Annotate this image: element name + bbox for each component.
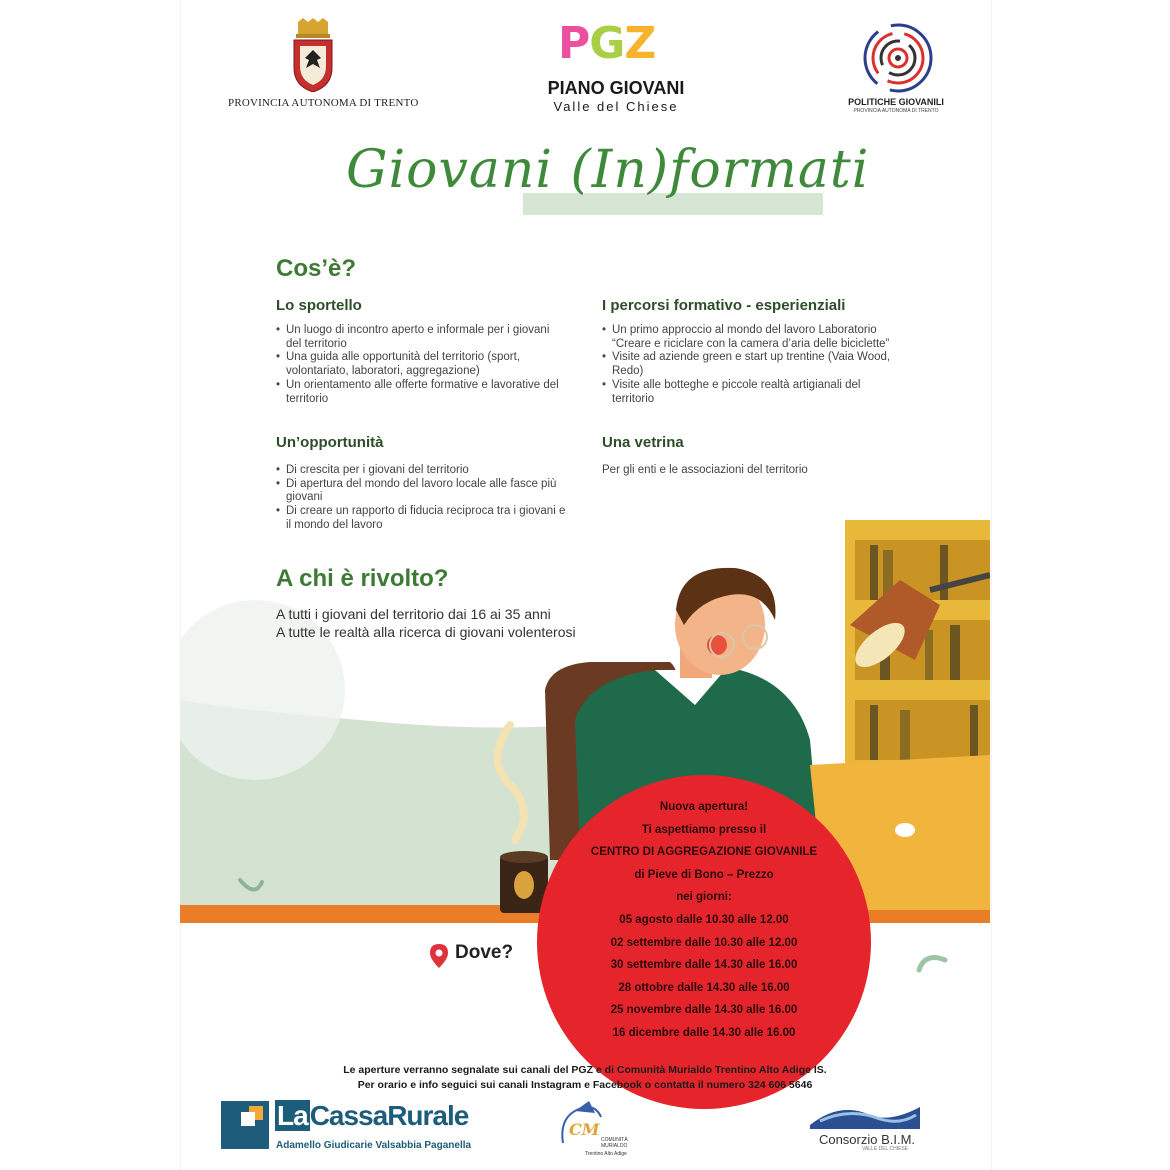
list-item: • Visite alle botteghe e piccole realtà artigianali del territorio <box>602 379 892 406</box>
politiche-title: POLITICHE GIOVANILI <box>848 97 944 107</box>
list-item: • Un orientamento alle offerte formative e lavorative del territorio <box>276 379 566 406</box>
pgz-subtitle: Valle del Chiese <box>553 99 679 114</box>
percorsi-list <box>602 324 892 406</box>
list-item: • Visite ad aziende green e start up trentine (Vaia Wood, Redo) <box>602 351 892 378</box>
announcement-line: Nuova apertura! <box>659 801 749 813</box>
announcement-line: 28 ottobre dalle 14.30 alle 16.00 <box>618 981 790 994</box>
provincia-label: PROVINCIA AUTONOMA DI TRENTO <box>228 97 419 109</box>
pgz-title: PIANO GIOVANI <box>547 78 685 98</box>
consorzio-bim-subtitle: VALLE DEL CHIESE <box>862 1146 909 1152</box>
svg-text:Trentino Alto Adige: Trentino Alto Adige <box>585 1151 627 1157</box>
announcement-line: 25 novembre dalle 14.30 alle 16.00 <box>610 1004 798 1017</box>
cassa-rurale-name: LaCassaRurale <box>277 1100 469 1131</box>
announcement-line: di Pieve di Bono – Prezzo <box>634 868 774 881</box>
cassa-rurale-subtitle: Adamello Giudicarie Valsabbia Paganella <box>276 1140 472 1151</box>
vetrina-text: Per gli enti e le associazioni del territorio <box>602 464 808 476</box>
announcement-text <box>560 796 848 1045</box>
announcement-line: 05 agosto dalle 10.30 alle 12.00 <box>619 913 789 926</box>
announcement-line: Ti aspettiamo presso il <box>641 823 767 836</box>
footer-line: Le aperture verranno segnalate sui canali del PGZ e di Comunità Murialdo Trentino Alto Adige IS. <box>343 1064 827 1076</box>
svg-text:CM: CM <box>569 1120 600 1139</box>
comunita-murialdo-logo-icon <box>555 1097 635 1157</box>
announcement-line: 02 settembre dalle 10.30 alle 12.00 <box>610 936 798 949</box>
rivolto-heading: A chi è rivolto? <box>276 565 449 592</box>
rivolto-line-2: A tutte le realtà alla ricerca di giovani volenterosi <box>276 624 576 640</box>
consorzio-bim-name: Consorzio B.I.M. <box>818 1132 916 1147</box>
announcement-line: nei giorni: <box>676 891 732 904</box>
svg-text:MURIALDO: MURIALDO <box>601 1143 628 1149</box>
list-item: • Un luogo di incontro aperto e informale per i giovani del territorio <box>276 324 566 351</box>
announcement-line: CENTRO DI AGGREGAZIONE GIOVANILE <box>590 846 818 859</box>
list-item: • Una guida alle opportunità del territorio (sport, volontariato, laboratori, aggregazione) <box>276 351 566 378</box>
pgz-logo: PGZ <box>558 18 656 69</box>
footer-note <box>300 1063 870 1093</box>
percorsi-heading: I percorsi formativo - esperienziali <box>602 297 846 314</box>
dove-label: Dove? <box>455 942 514 963</box>
cassa-rurale-logo-icon <box>221 1101 269 1149</box>
list-item: • Di crescita per i giovani del territorio <box>276 464 566 478</box>
consorzio-bim-logo-icon <box>810 1097 920 1131</box>
announcement-line: 16 dicembre dalle 14.30 alle 16.00 <box>612 1026 796 1039</box>
cose-heading: Cos’è? <box>276 255 357 282</box>
opportunita-heading: Un’opportunità <box>276 434 384 451</box>
vetrina-heading: Una vetrina <box>602 434 684 451</box>
politiche-sub: PROVINCIA AUTONOMA DI TRENTO <box>853 108 939 114</box>
page-title: Giovani (In)formati <box>346 140 870 200</box>
trento-crest-icon <box>290 18 336 92</box>
location-pin-icon <box>430 944 448 968</box>
list-item: • Di apertura del mondo del lavoro locale alle fasce più giovani <box>276 478 566 505</box>
list-item: • Un primo approccio al mondo del lavoro Laboratorio “Creare e riciclare con la camera d’aria delle biciclette” <box>602 324 892 351</box>
politiche-giovanili-logo-icon <box>862 22 934 94</box>
sportello-list <box>276 324 566 406</box>
footer-line: Per orario e info seguici sui canali Instagram e Facebook o contatta il numero 324 606 5646 <box>357 1079 813 1091</box>
announcement-line: 30 settembre dalle 14.30 alle 16.00 <box>610 959 798 972</box>
rivolto-line-1: A tutti i giovani del territorio dai 16 ai 35 anni <box>276 606 551 622</box>
sportello-heading: Lo sportello <box>276 297 362 314</box>
list-item: • Di creare un rapporto di fiducia reciproca tra i giovani e il mondo del lavoro <box>276 505 566 532</box>
decorative-arc-icon <box>915 950 949 980</box>
svg-text:COMUNITÀ: COMUNITÀ <box>601 1137 628 1143</box>
